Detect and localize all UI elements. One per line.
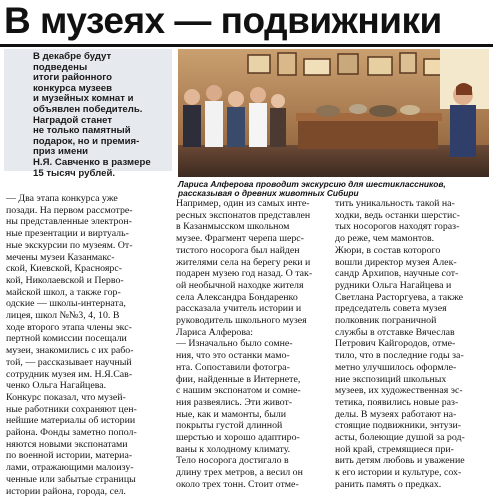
column-line: пертной комиссии посещали [6,333,127,345]
column-line: рассказала учитель истории и [176,303,302,315]
column-line: полковник пограничной [335,315,437,327]
caption-line: Лариса Алферова проводит экскурсию для шестиклассников, [178,179,446,189]
column-line: Жюри, в состав которого [335,244,441,256]
column-line: тить уникальность такой на- [335,198,455,209]
column-line: руководитель школьного музея [176,315,307,327]
column-line: одские — школы-интерната, [6,298,126,310]
lead-line: Наградой станет [33,114,113,126]
column-line: покрыты густой длинной [176,420,283,432]
column-line: около трех тонн. Стоит отме- [176,478,299,490]
column-line: той, — рассказывает научный [6,356,132,368]
column-line: к его истории и культуре, сох- [335,467,462,479]
article-column-3 [335,198,489,491]
lead-line: объявлен победитель. [33,103,143,115]
photo-illustration [178,49,489,177]
lead-line: конкурса музеев [33,82,113,94]
column-line: майской школ, а также гор- [6,286,121,298]
column-line: тистого носорога был найден [176,244,300,256]
column-line: кой, Николаевской и Перво- [6,274,124,286]
column-line: шерстью и хорошо адаптиро- [176,432,300,444]
column-line: Например, один из самых инте- [176,198,310,209]
column-line: ой необычной находке жителя [176,279,304,291]
column-line: няются новыми экспонатами [6,438,128,450]
column-line: тетика, появились новые раз- [335,396,459,408]
article-headline: В музеях — подвижники [4,0,442,41]
article-column-1 [6,193,169,497]
column-line: Тело носорога достигало в [176,455,289,467]
column-line: сандр Архипов, научные сот- [335,268,459,280]
column-line: подарен музею год назад. О так- [176,268,313,280]
column-line: ской, Киевской, Красноярс- [6,263,123,275]
column-line: председатель совета музея [335,303,447,315]
column-line: по военной истории, материа- [6,450,133,462]
column-line: с нашим экспонатом и сомне- [176,385,301,397]
column-line: стоящие подвижники, энтузи- [335,420,462,432]
column-line: Конкурс показал, что музей- [6,391,126,403]
column-line: службы в отставке Вячеслав [335,326,455,338]
column-line: до реже, чем мамонтов. [335,233,435,245]
column-line: — Изначально было сомне- [176,338,293,350]
column-line: — Два этапа конкурса уже [6,193,118,204]
column-line: рудники Ольга Нагайцева и [335,279,452,291]
lead-line: подведены [33,61,88,73]
column-line: района. Фонды заметно попол- [6,427,137,439]
column-line: сотрудник музея им. Н.Я.Сав- [6,368,133,380]
column-line: села Александра Бондаренко [176,291,298,303]
column-line: ченные или забытые страницы [6,473,136,485]
column-line: ние экспозиций школьных [335,373,447,385]
column-line: тых носорогов находят гораз- [335,221,460,233]
lead-line: и музейных комнат и [33,93,134,105]
column-line: музеев, их художественная эс- [335,385,463,397]
lead-line: подарок, но и премия- [33,135,140,147]
lead-line: не только памятный [33,125,131,137]
column-line: ресных экспонатов представлен [176,209,311,221]
column-line: нейшие материалы об истории [6,415,136,427]
article-column-2 [176,198,328,491]
photo-caption [178,180,489,199]
column-line: делы. В музеях работают на- [335,408,457,420]
column-line: ходки, ведь останки шерстис- [335,209,460,221]
column-line: ны представленные электрон- [6,216,132,228]
column-line: позади. На первом рассмотре- [6,204,133,216]
column-line: ваны к холодному климату. [176,443,291,455]
column-line: метно улучшилось оформле- [335,361,457,373]
lead-line: итоги районного [33,72,113,84]
column-line: нта. Сопоставили фотогра- [176,361,290,373]
column-line: жителями села на берегу реки и [176,256,311,268]
column-line: тило, что в последние годы за- [335,350,464,362]
article-photo [178,49,489,177]
lead-text [33,52,170,179]
column-line: длину трех метров, а весил он [176,467,303,479]
column-line: ные экскурсии по музеям. От- [6,239,133,251]
caption-line: рассказывая о древних животных Сибири [178,188,359,199]
column-line: ные презентации и виртуаль- [6,228,129,240]
column-line: лицея, школ №№3, 4, 10. В [6,310,120,322]
lead-line: 15 тысяч рублей. [33,167,116,179]
column-line: ходе второго этапа члены экс- [6,321,132,333]
column-line: истории района, города, сел. [6,485,126,497]
column-line: Петрович Кайгородов, отме- [335,338,456,350]
column-line: ченко Ольга Нагайцева. [6,380,107,392]
lead-line: В декабре будут [33,51,112,62]
column-line: вить детям любовь и уважение [335,455,465,467]
column-line: асты, болеющие душой за род- [335,432,465,444]
column-line: ния развеялись. Эти живот- [176,396,293,408]
column-line: вошли директор музея Алек- [335,256,457,268]
column-line: лами, отражающими малоизу- [6,462,134,474]
column-line: ные работники сохраняют цен- [6,403,137,415]
lead-line: приз имени [33,146,89,158]
column-line: ной край, стремящиеся при- [335,443,454,455]
column-line: ния, что это останки мамо- [176,350,290,362]
column-line: ранить память о предках. [335,478,442,490]
column-line: музее. Фрагмент черепа шерс- [176,233,304,245]
column-line: мечены музеи Казанмакс- [6,251,115,263]
column-line: Светлана Расторгуева, а также [335,291,464,303]
column-line: музеи, знакомились с их рабо- [6,345,134,357]
lead-line: Н.Я. Савченко в размере [33,156,151,168]
column-line: в Казанмысском школьном [176,221,290,233]
column-line: фии, найденные в Интернете, [176,373,301,385]
column-line: Лариса Алферова: [176,326,254,338]
column-line: ные, как и мамонты, были [176,408,287,420]
headline-rule [0,44,493,47]
